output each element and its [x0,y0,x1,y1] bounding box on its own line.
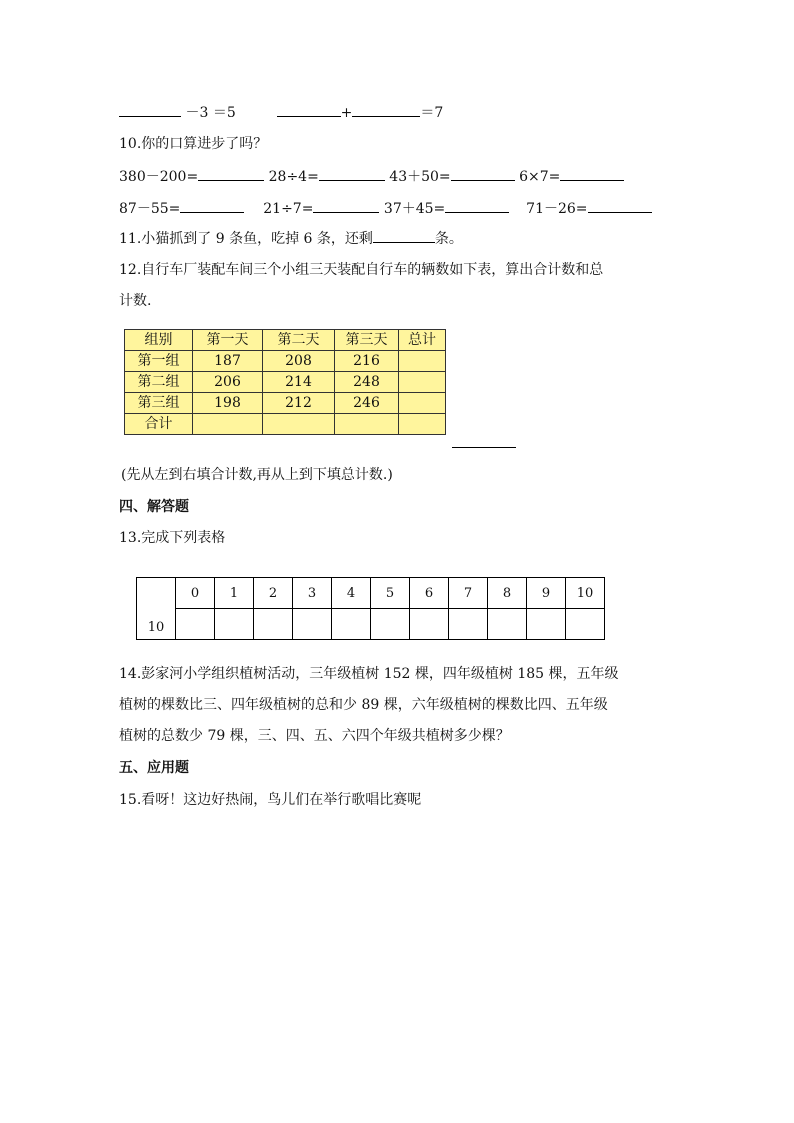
answer-blank[interactable] [198,166,264,181]
table-cell: 248 [335,372,399,393]
answer-blank[interactable] [451,166,515,181]
table-row [125,351,446,372]
total-input-cell[interactable] [399,372,446,393]
answer-cell[interactable] [254,609,293,640]
section-heading-4: 四、解答题 [119,499,189,515]
table-cell: 206 [193,372,263,393]
total-input-cell[interactable] [399,393,446,414]
sum-input-cell[interactable] [263,414,335,435]
table-header-row [125,330,446,351]
header-cell: 5 [371,578,410,609]
q10-expr: 37＋45= [383,201,446,217]
q12-line-1: 12.自行车厂装配车间三个小组三天装配自行车的辆数如下表，算出合计数和总 [119,262,604,278]
q13-title: 13.完成下列表格 [119,530,226,546]
q9-eq1-op: －3 [185,105,209,121]
answer-blank[interactable] [313,198,379,213]
q9-blank-3[interactable] [352,102,420,117]
q14-line-3: 植树的总数少 79 棵，三、四、五、六四个年级共植树多少棵？ [119,728,510,744]
answer-blank[interactable] [180,198,244,213]
q9-blank-1[interactable] [119,102,181,117]
sum-input-cell[interactable] [399,414,446,435]
table-row [125,372,446,393]
q14-line-2: 植树的棵数比三、四年级植树的总和少 89 棵，六年级植树的棵数比四、五年级 [119,697,608,713]
table-header-row [137,578,605,609]
header-cell: 第三天 [335,330,399,351]
header-cell: 组别 [125,330,193,351]
row-label: 合计 [125,414,193,435]
q11-text-after: 条。 [434,231,463,247]
sum-input-cell[interactable] [335,414,399,435]
answer-cell[interactable] [332,609,371,640]
q11 [119,228,463,249]
q9-eq2-op: + [340,105,353,121]
section-heading-5: 五、应用题 [119,760,189,776]
header-cell: 总计 [399,330,446,351]
header-cell: 6 [410,578,449,609]
row-label: 第三组 [125,393,193,414]
header-cell: 10 [566,578,605,609]
q9-equations [119,102,443,123]
sum-input-cell[interactable] [193,414,263,435]
q9-eq1-result: ＝5 [212,105,236,121]
q9-eq2-result: ＝7 [420,105,444,121]
table-cell: 187 [193,351,263,372]
answer-blank[interactable] [588,198,652,213]
table-cell: 212 [263,393,335,414]
q14-line-1: 14.彭家河小学组织植树活动，三年级植树 152 棵，四年级植树 185 棵，五年级 [119,666,619,682]
q10-expr: 87－55= [119,201,181,217]
table-cell: 208 [263,351,335,372]
answer-cell[interactable] [293,609,332,640]
header-cell: 1 [215,578,254,609]
row-label: 第二组 [125,372,193,393]
answer-cell[interactable] [449,609,488,640]
add-ten-table [136,577,605,640]
header-cell: 7 [449,578,488,609]
answer-cell[interactable] [488,609,527,640]
header-cell: 2 [254,578,293,609]
answer-blank[interactable] [445,198,509,213]
answer-cell[interactable] [410,609,449,640]
header-cell: 3 [293,578,332,609]
table-cell: 216 [335,351,399,372]
q10-title: 10.你的口算进步了吗？ [119,136,268,152]
header-cell: 第一天 [193,330,263,351]
total-input-cell[interactable] [399,351,446,372]
header-cell: 第二天 [263,330,335,351]
header-cell: 0 [176,578,215,609]
answer-blank[interactable] [560,166,624,181]
q10-row-1 [119,166,624,187]
q12-note: (先从左到右填合计数,再从上到下填总计数.) [121,467,393,483]
q15-title: 15.看呀！这边好热闹，鸟儿们在举行歌唱比赛呢 [119,792,422,808]
q9-blank-2[interactable] [277,102,341,117]
answer-cell[interactable] [566,609,605,640]
table-row [125,393,446,414]
table-sum-row [125,414,446,435]
q10-expr: 28÷4= [268,169,319,185]
answer-cell[interactable] [371,609,410,640]
q10-expr: 380－200= [119,169,199,185]
q10-expr: 71－26= [526,201,588,217]
header-cell: 4 [332,578,371,609]
row-label: 第一组 [125,351,193,372]
q10-expr: 6×7= [519,169,561,185]
answer-blank[interactable] [319,166,385,181]
row-label: 10 [137,578,176,640]
answer-cell[interactable] [215,609,254,640]
q12-answer-blank[interactable] [452,447,516,448]
table-row [137,609,605,640]
q11-text-before: 11.小猫抓到了 9 条鱼，吃掉 6 条，还剩 [119,231,373,247]
q10-expr: 21÷7= [263,201,314,217]
answer-cell[interactable] [527,609,566,640]
header-cell: 8 [488,578,527,609]
q12-line-2: 计数. [119,293,152,309]
table-cell: 214 [263,372,335,393]
q10-expr: 43＋50= [389,169,451,185]
answer-cell[interactable] [176,609,215,640]
table-cell: 198 [193,393,263,414]
q10-row-2 [119,198,652,219]
table-cell: 246 [335,393,399,414]
header-cell: 9 [527,578,566,609]
q11-answer-blank[interactable] [373,228,435,243]
bicycle-assembly-table [124,329,446,435]
